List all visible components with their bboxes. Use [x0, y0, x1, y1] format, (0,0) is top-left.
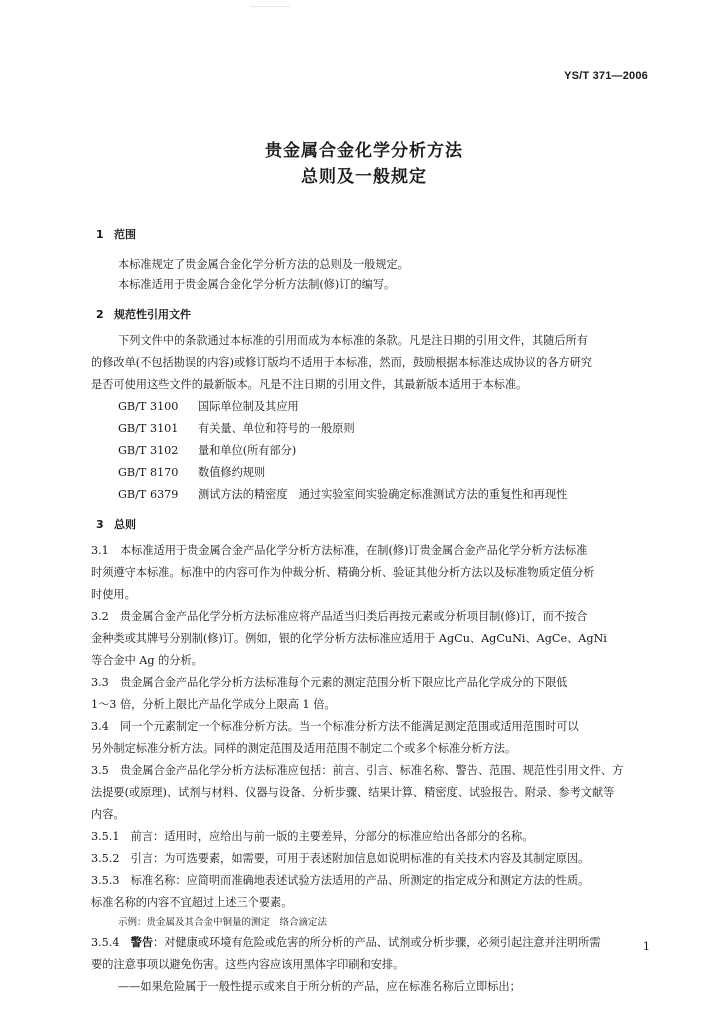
section-3-heading: [96, 516, 136, 532]
reference-title: 测试方法的精密度 通过实验室间实验确定标准测试方法的重复性和再现性: [198, 488, 568, 501]
clause-line: 3.3 贵金属合金产品化学分析方法标准每个元素的测定范围分析下限应比产品化学成分的下限低: [91, 676, 568, 689]
clause-line: 等合金中 Ag 的分析。: [91, 654, 203, 667]
page-number: 1: [643, 940, 650, 953]
section-number: 1: [96, 228, 104, 241]
clause-line: 另外制定标准分析方法。同样的测定范围及适用范围不制定二个或多个标准分析方法。: [91, 742, 517, 755]
reference-item: [118, 418, 698, 440]
reference-code: GB/T 3102: [118, 444, 179, 457]
clause-line: 要的注意事项以避免伤害。这些内容应该用黑体字印刷和安排。: [91, 958, 405, 971]
reference-code: GB/T 6379: [118, 488, 179, 501]
section-title: 总则: [114, 518, 136, 531]
section-2-heading: [96, 306, 191, 322]
scan-mark: [250, 6, 290, 7]
clause-line: 3.2 贵金属合金产品化学分析方法标准应将产品适当归类后再按元素或分析项目制(修)订，而不按合: [91, 610, 588, 623]
reference-item: [118, 484, 698, 506]
section-1-heading: [96, 226, 136, 242]
clause-line: 标准名称的内容不宜超过上述三个要素。: [91, 896, 293, 909]
clause-line: 3.5.1 前言：适用时，应给出与前一版的主要差异，分部分的标准应给出各部分的名称。: [91, 830, 534, 843]
clause-line: ——如果危险属于一般性提示或来自于所分析的产品，应在标准名称后立即标出；: [118, 980, 521, 993]
clause-line: 3.1 本标准适用于贵金属合金产品化学分析方法标准，在制(修)订贵金属合金产品化学分析方法标准: [91, 544, 588, 557]
reference-item: [118, 462, 698, 484]
clause-line: 金种类或其牌号分别制(修)订。例如，银的化学分析方法标准应适用于 AgCu、AgCuNi、AgCe、AgNi: [91, 632, 607, 645]
paragraph-line: 的修改单(不包括勘误的内容)或修订版均不适用于本标准，然而，鼓励根据本标准达成协议的各方研究: [91, 356, 592, 369]
clause-line: 时须遵守本标准。标准中的内容可作为仲裁分析、精确分析、验证其他分析方法以及标准物质定值分析: [91, 566, 595, 579]
clause-line: 3.5.3 标准名称：应简明而准确地表述试验方法适用的产品、所测定的指定成分和测定方法的性质。: [91, 874, 590, 887]
reference-item: [118, 396, 698, 418]
document-subtitle: 总则及一般规定: [301, 167, 427, 187]
clause-line: 法提要(或原理)、试剂与材料、仪器与设备、分析步骤、结果计算、精密度、试验报告、附录、参考文献等: [91, 786, 615, 799]
reference-title: 量和单位(所有部分): [198, 444, 297, 457]
section-title: 规范性引用文件: [114, 308, 191, 321]
clause-line: 内容。: [91, 808, 125, 821]
section-number: 3: [96, 518, 104, 531]
clause-number: 3.5.4: [91, 936, 131, 949]
warning-clause-line: [91, 932, 671, 954]
paragraph-line: 本标准规定了贵金属合金化学分析方法的总则及一般规定。: [118, 258, 409, 271]
reference-code: GB/T 3100: [118, 400, 179, 413]
standard-code: YS/T 371—2006: [564, 70, 648, 82]
section-number: 2: [96, 308, 104, 321]
clause-line: 3.4 同一个元素制定一个标准分析方法。当一个标准分析方法不能满足测定范围或适用范围时可以: [91, 720, 579, 733]
paragraph-line: 是否可使用这些文件的最新版本。凡是不注日期的引用文件，其最新版本适用于本标准。: [91, 378, 528, 391]
clause-line: 时使用。: [91, 588, 136, 601]
reference-code: GB/T 3101: [118, 422, 179, 435]
section-title: 范围: [114, 228, 136, 241]
document-title: 贵金属合金化学分析方法: [265, 141, 463, 161]
reference-title: 数值修约规则: [198, 466, 266, 479]
warning-text: ：对健康或环境有危险或危害的所分析的产品、试剂或分析步骤，必须引起注意并注明所需: [153, 936, 601, 949]
example-note: 示例：贵金属及其合金中铜量的测定 络合滴定法: [118, 917, 328, 928]
paragraph-line: 本标准适用于贵金属合金化学分析方法制(修)订的编写。: [118, 278, 396, 291]
reference-title: 有关量、单位和符号的一般原则: [198, 422, 355, 435]
reference-title: 国际单位制及其应用: [198, 400, 299, 413]
reference-item: [118, 440, 698, 462]
paragraph-line: 下列文件中的条款通过本标准的引用而成为本标准的条款。凡是注日期的引用文件，其随后所有: [118, 334, 588, 347]
warning-label: 警告: [130, 936, 154, 949]
clause-line: 3.5 贵金属合金产品化学分析方法标准应包括：前言、引言、标准名称、警告、范围、规范性引用文件、方: [91, 764, 624, 777]
clause-line: 1～3 倍，分析上限比产品化学成分上限高 1 倍。: [91, 698, 336, 711]
reference-code: GB/T 8170: [118, 466, 179, 479]
clause-line: 3.5.2 引言：为可选要素，如需要，可用于表述附加信息如说明标准的有关技术内容及其制定原因。: [91, 852, 590, 865]
